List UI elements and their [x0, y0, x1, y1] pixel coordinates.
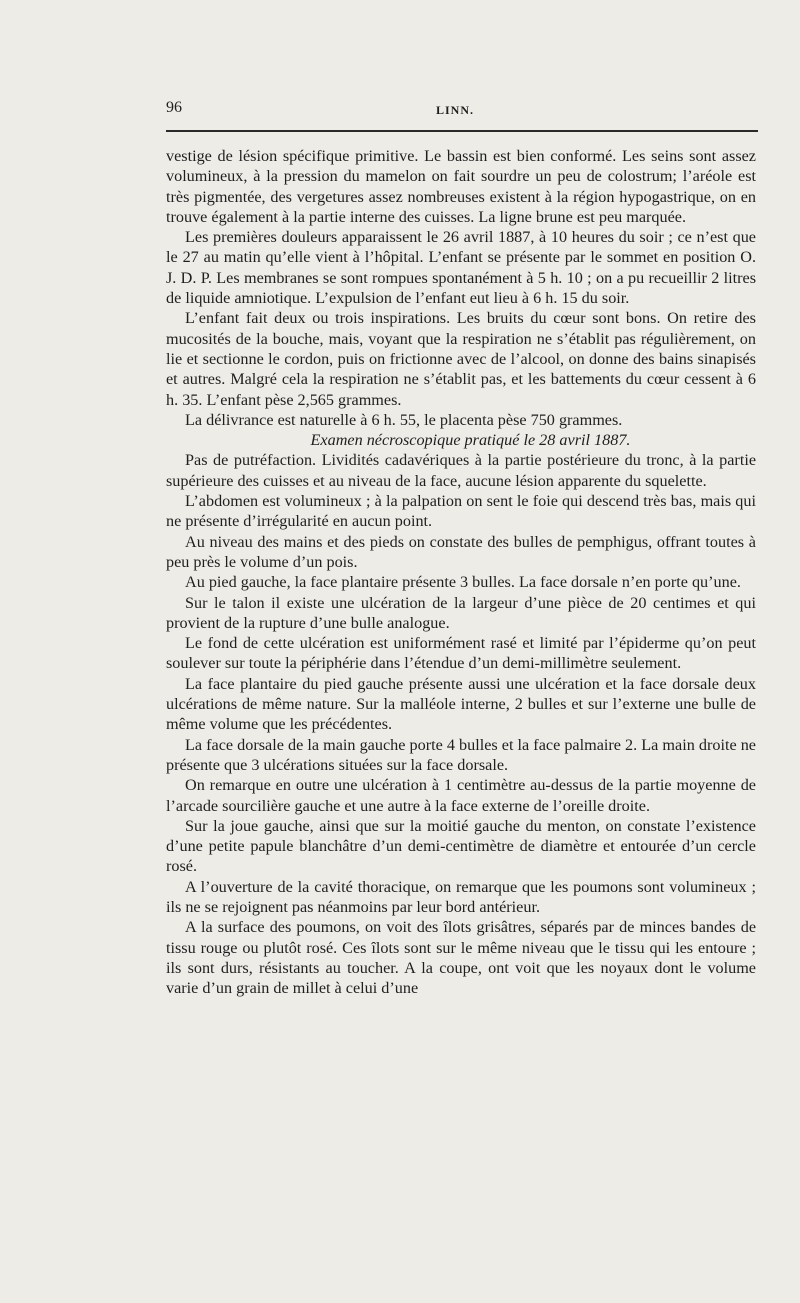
paragraph: La délivrance est naturelle à 6 h. 55, le placenta pèse 750 grammes. [185, 410, 623, 429]
header-rule [166, 130, 758, 132]
paragraph: Au pied gauche, la face plantaire présente 3 bulles. La face dorsale n’en porte qu’une. [185, 573, 741, 592]
paragraph: Pas de putréfaction. Lividités cadavériques à la partie postérieure du tronc, à la partie supérieure des cuisses et au niveau de la face, aucune lésion apparente du squelette. [166, 451, 756, 490]
page-header [166, 99, 756, 123]
section-title: Examen nécroscopique pratiqué le 28 avril 1887. [310, 431, 631, 450]
paragraph: Sur la joue gauche, ainsi que sur la moitié gauche du menton, on constate l’existence d’une petite papule blanchâtre d’un demi-centimètre de diamètre et entourée d’un cercle rosé. [166, 816, 756, 876]
running-head: LINN. [436, 103, 475, 117]
paragraph: A l’ouverture de la cavité thoracique, on remarque que les poumons sont volumineux ; ils ne se rejoignent pas néanmoins par leur bord antérieur. [166, 877, 756, 916]
paragraph: Sur le talon il existe une ulcération de la largeur d’une pièce de 20 centimes et qui provient de la rupture d’une bulle analogue. [166, 593, 756, 632]
body-text [166, 146, 756, 998]
paragraph: Les premières douleurs apparaissent le 26 avril 1887, à 10 heures du soir ; ce n’est que le 27 au matin qu’elle vient à l’hôpital. L’enfant se présente par le sommet en position O. J. D. P. Les membranes se sont rompues spontanément à 5 h. 10 ; on a pu recueillir 2 litres de liquide amniotique. L’expulsion de l’enfant eut lieu à 6 h. 15 du soir. [166, 228, 756, 308]
paragraph: vestige de lésion spécifique primitive. Le bassin est bien conformé. Les seins sont assez volumineux, à la pression du mamelon on fait sourdre un peu de colostrum; l’aréole est très pigmentée, des vergetures assez nombreuses existent à la région hypogastrique, on en trouve également à la partie interne des cuisses. La ligne brune est peu marquée. [166, 147, 756, 226]
paragraph: L’abdomen est volumineux ; à la palpation on sent le foie qui descend très bas, mais qui ne présente d’irrégularité en aucun point. [166, 492, 756, 531]
paragraph: La face dorsale de la main gauche porte 4 bulles et la face palmaire 2. La main droite ne présente que 3 ulcérations situées sur la face dorsale. [166, 735, 756, 774]
paragraph: L’enfant fait deux ou trois inspirations. Les bruits du cœur sont bons. On retire des mucosités de la bouche, mais, voyant que la respiration ne s’établit pas régulièrement, on lie et sectionne le cordon, puis on frictionne avec de l’alcool, on donne des bains sinapisés et autres. Malgré cela la respiration ne s’établit pas, et les battements du cœur cessent à 6 h. 35. L’enfant pèse 2,565 grammes. [166, 309, 756, 409]
paragraph: On remarque en outre une ulcération à 1 centimètre au-dessus de la partie moyenne de l’arcade sourcilière gauche et une autre à la face externe de l’oreille droite. [166, 776, 756, 815]
paragraph: Le fond de cette ulcération est uniformément rasé et limité par l’épiderme qu’on peut soulever sur toute la périphérie dans l’étendue d’un demi-millimètre seulement. [166, 634, 756, 673]
page-number: 96 [166, 99, 182, 116]
paragraph: A la surface des poumons, on voit des îlots grisâtres, séparés par de minces bandes de tissu rouge ou plutôt rosé. Ces îlots sont sur le même niveau que le tissu qui les entoure ; ils sont durs, résistants au toucher. A la coupe, ont voit que les noyaux dont le volume varie d’un grain de millet à celui d’une [166, 918, 756, 998]
paragraph: La face plantaire du pied gauche présente aussi une ulcération et la face dorsale deux ulcérations de même nature. Sur la malléole interne, 2 bulles et sur l’externe une bulle de même volume que les précédentes. [166, 674, 756, 734]
paragraph: Au niveau des mains et des pieds on constate des bulles de pemphigus, offrant toutes à peu près le volume d’un pois. [166, 532, 756, 571]
